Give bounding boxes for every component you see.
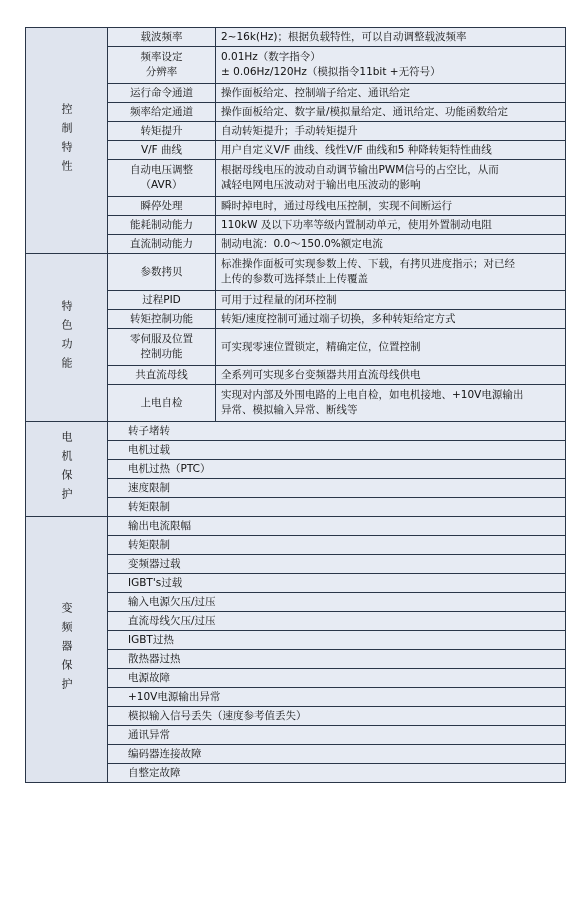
feature-description-text: 自动转矩提升；手动转矩提升 — [221, 124, 358, 137]
table-row — [26, 28, 566, 47]
group-label: 变频器保护 — [26, 517, 108, 783]
feature-description — [216, 291, 566, 310]
feature-name — [108, 291, 216, 310]
feature-description — [216, 160, 566, 197]
feature-name — [108, 235, 216, 254]
feature-description-text: 操作面板给定、数字量/模拟量给定、通讯给定、功能函数给定 — [221, 105, 509, 118]
protection-item: 输出电流限幅 — [108, 517, 566, 536]
feature-name-text: 零伺服及位置 控制功能 — [130, 333, 193, 360]
feature-name-text: 频率设定 分辨率 — [140, 51, 183, 78]
group-label: 控制特性 — [26, 28, 108, 254]
feature-name-text: 直流制动能力 — [130, 237, 193, 250]
feature-name-text: 瞬停处理 — [140, 199, 183, 212]
protection-item: 速度限制 — [108, 479, 566, 498]
feature-name — [108, 197, 216, 216]
feature-description-text: 可用于过程量的闭环控制 — [221, 293, 337, 306]
feature-description — [216, 310, 566, 329]
feature-name — [108, 310, 216, 329]
feature-name-text: 上电自检 — [140, 396, 183, 409]
feature-description-text: 2~16k(Hz)；根据负载特性，可以自动调整载波频率 — [221, 30, 467, 43]
table-row — [26, 517, 566, 536]
protection-item: 散热器过热 — [108, 650, 566, 669]
feature-name-text: V/F 曲线 — [140, 143, 183, 156]
feature-description-text: 0.01Hz（数字指令） ± 0.06Hz/120Hz（模拟指令11bit +无符号） — [221, 51, 441, 78]
table-row — [26, 254, 566, 291]
feature-name — [108, 329, 216, 366]
feature-description-text: 全系列可实现多台变频器共用直流母线供电 — [221, 368, 421, 381]
protection-item: 通讯异常 — [108, 726, 566, 745]
feature-name — [108, 47, 216, 84]
feature-name — [108, 84, 216, 103]
feature-description — [216, 103, 566, 122]
feature-name-text: 频率给定通道 — [130, 105, 193, 118]
feature-description — [216, 385, 566, 422]
protection-item: 转子堵转 — [108, 422, 566, 441]
protection-item: +10V电源输出异常 — [108, 688, 566, 707]
feature-name-text: 转矩控制功能 — [130, 312, 193, 325]
protection-item: 变频器过载 — [108, 555, 566, 574]
feature-name-text: 自动电压调整 （AVR） — [130, 164, 193, 191]
feature-name-text: 能耗制动能力 — [130, 218, 193, 231]
feature-name — [108, 216, 216, 235]
spec-table-body — [26, 28, 566, 783]
feature-name — [108, 366, 216, 385]
protection-item: 转矩限制 — [108, 498, 566, 517]
protection-item: IGBT's过载 — [108, 574, 566, 593]
feature-name — [108, 122, 216, 141]
feature-description-text: 实现对内部及外围电路的上电自检，如电机接地、+10V电源输出 异常、模拟输入异常、断线等 — [221, 389, 524, 416]
feature-name — [108, 160, 216, 197]
protection-item: 电源故障 — [108, 669, 566, 688]
protection-item: 模拟输入信号丢失（速度参考值丢失） — [108, 707, 566, 726]
feature-name — [108, 385, 216, 422]
feature-description-text: 根据母线电压的波动自动调节输出PWM信号的占空比，从而 减轻电网电压波动对于输出电压波动的影响 — [221, 164, 499, 191]
feature-description-text: 瞬时掉电时，通过母线电压控制，实现不间断运行 — [221, 199, 452, 212]
feature-description — [216, 141, 566, 160]
table-row — [26, 422, 566, 441]
feature-name-text: 参数拷贝 — [140, 265, 183, 278]
feature-description — [216, 254, 566, 291]
group-label: 电机保护 — [26, 422, 108, 517]
feature-description — [216, 366, 566, 385]
feature-description-text: 转矩/速度控制可通过端子切换，多种转矩给定方式 — [221, 312, 456, 325]
feature-description-text: 110kW 及以下功率等级内置制动单元，使用外置制动电阻 — [221, 218, 492, 231]
feature-name — [108, 28, 216, 47]
protection-item: IGBT过热 — [108, 631, 566, 650]
feature-name-text: 载波频率 — [140, 30, 183, 43]
feature-name-text: 运行命令通道 — [130, 86, 193, 99]
feature-description-text: 可实现零速位置锁定，精确定位，位置控制 — [221, 340, 421, 353]
feature-description — [216, 329, 566, 366]
feature-name — [108, 103, 216, 122]
protection-item: 输入电源欠压/过压 — [108, 593, 566, 612]
protection-item: 直流母线欠压/过压 — [108, 612, 566, 631]
feature-description-text: 标准操作面板可实现参数上传、下载，有拷贝进度指示；对已经 上传的参数可选择禁止上传覆盖 — [221, 258, 515, 285]
feature-name-text: 转矩提升 — [140, 124, 183, 137]
feature-description-text: 用户自定义V/F 曲线、线性V/F 曲线和5 种降转矩特性曲线 — [221, 143, 492, 156]
feature-description-text: 操作面板给定、控制端子给定、通讯给定 — [221, 86, 410, 99]
protection-item: 自整定故障 — [108, 764, 566, 783]
feature-name-text: 过程PID — [142, 293, 181, 306]
feature-description-text: 制动电流：0.0～150.0%额定电流 — [221, 237, 383, 250]
feature-description — [216, 235, 566, 254]
feature-description — [216, 216, 566, 235]
spec-table — [25, 27, 566, 783]
protection-item: 电机过载 — [108, 441, 566, 460]
protection-item: 编码器连接故障 — [108, 745, 566, 764]
feature-description — [216, 84, 566, 103]
protection-item: 电机过热（PTC） — [108, 460, 566, 479]
protection-item: 转矩限制 — [108, 536, 566, 555]
group-label: 特色功能 — [26, 254, 108, 422]
feature-description — [216, 28, 566, 47]
feature-description — [216, 197, 566, 216]
feature-name — [108, 141, 216, 160]
feature-description — [216, 47, 566, 84]
feature-name — [108, 254, 216, 291]
feature-description — [216, 122, 566, 141]
feature-name-text: 共直流母线 — [135, 368, 188, 381]
